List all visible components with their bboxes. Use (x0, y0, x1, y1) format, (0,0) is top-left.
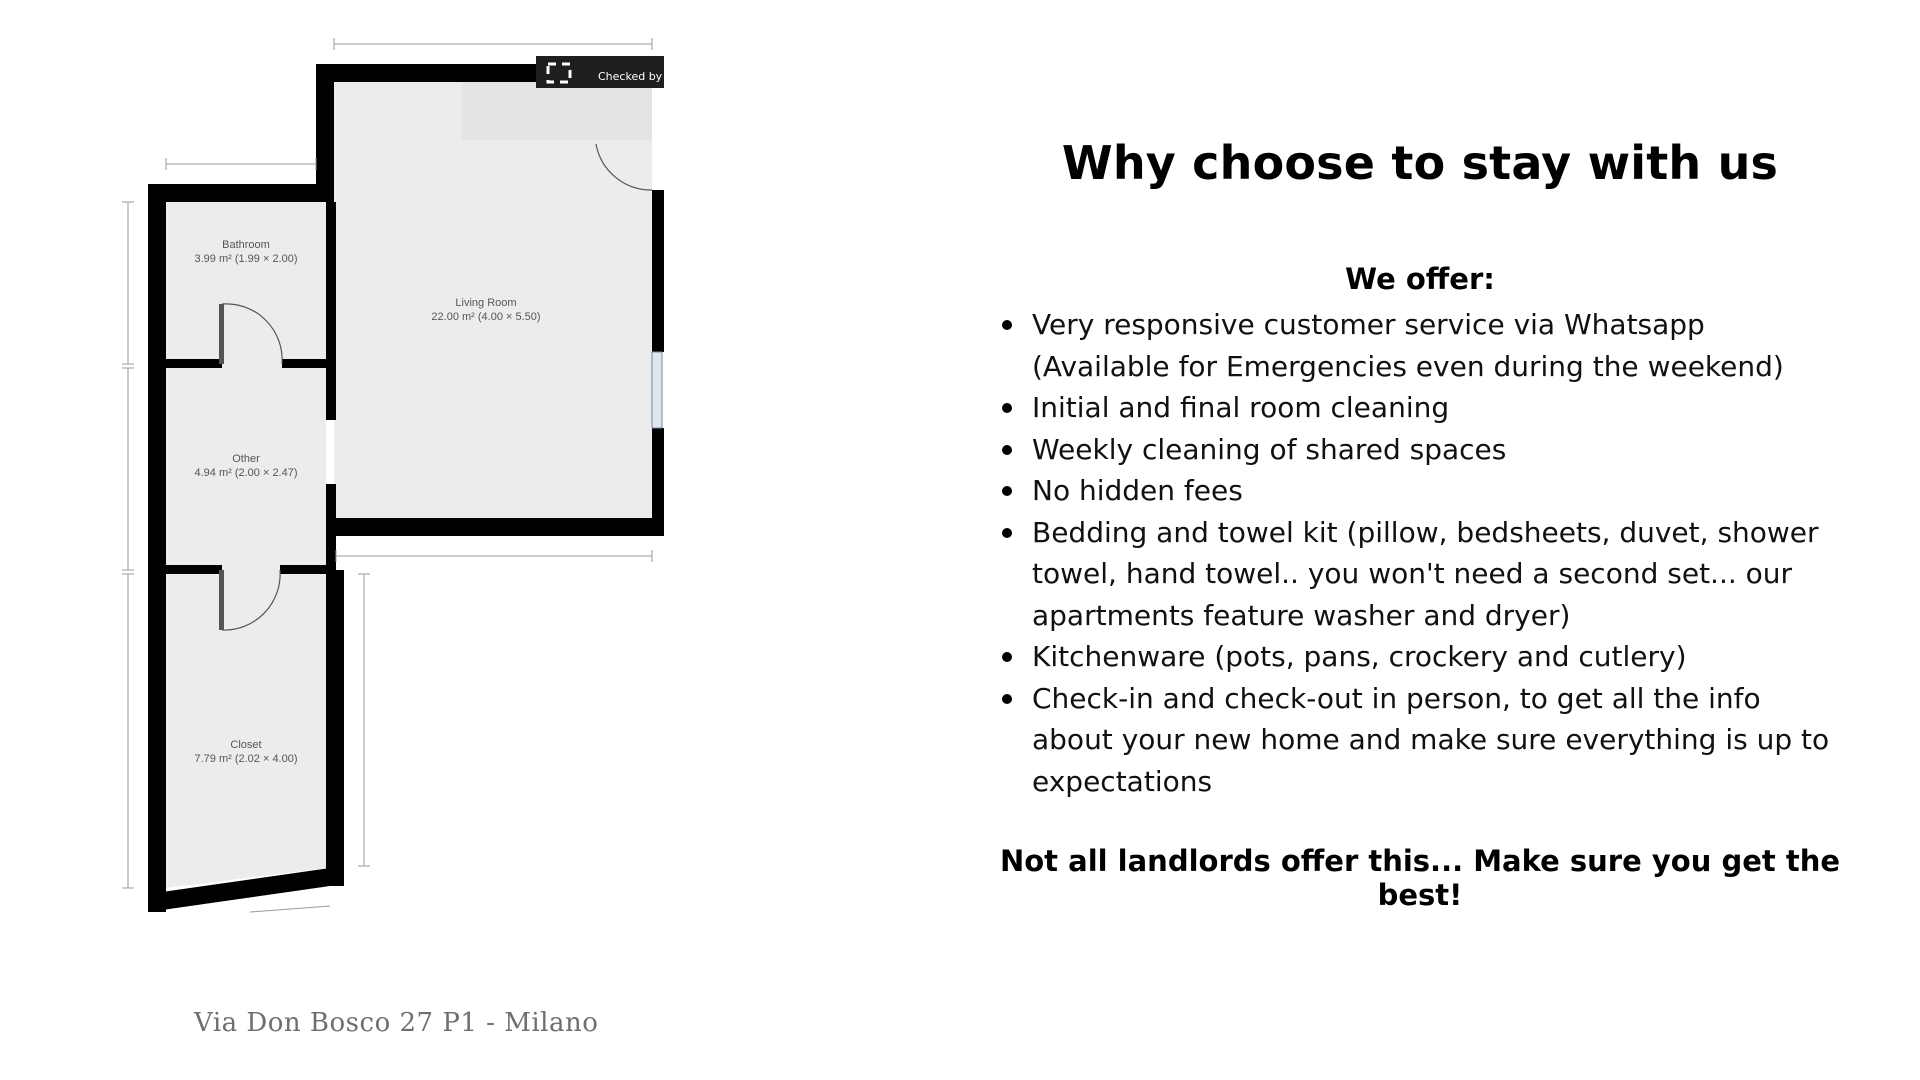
address-caption: Via Don Bosco 27 P1 - Milano (194, 1008, 599, 1038)
badge-overlay (462, 82, 652, 140)
offer-item-text: Check-in and check-out in person, to get all the info about your new home and make sure everything is up to expectations (1032, 681, 1830, 798)
room-name-other: Other (232, 453, 260, 465)
offer-item-text: Weekly cleaning of shared spaces (1032, 432, 1507, 466)
bullet-icon (1002, 320, 1012, 330)
offer-item (990, 387, 1850, 429)
bullet-icon (1002, 652, 1012, 662)
room-name-living-room: Living Room (455, 297, 517, 309)
room-area-living-room: 22.00 m² (4.00 × 5.50) (431, 311, 541, 323)
bullet-icon (1002, 445, 1012, 455)
bullet-icon (1002, 403, 1012, 413)
closet-floor (166, 570, 326, 888)
offer-item-text: Kitchenware (pots, pans, crockery and cutlery) (1032, 640, 1687, 673)
room-name-bathroom: Bathroom (222, 239, 270, 251)
offer-item (990, 470, 1850, 512)
window (652, 352, 662, 428)
bullet-icon (1002, 694, 1012, 704)
room-area-closet: 7.79 m² (2.02 × 4.00) (194, 753, 298, 765)
offer-item (990, 304, 1850, 387)
offer-item-text: Initial and final room cleaning (1032, 391, 1450, 424)
page-title: Why choose to stay with us (1061, 136, 1779, 190)
tagline: Not all landlords offer this... Make sure you get the best! (999, 844, 1841, 912)
bathroom-floor (166, 200, 326, 364)
offer-item (990, 678, 1850, 803)
room-area-other: 4.94 m² (2.00 × 2.47) (194, 467, 298, 479)
offer-panel (990, 136, 1850, 912)
floor-plan-drawing (0, 0, 720, 960)
bullet-icon (1002, 528, 1012, 538)
offer-item-text: Bedding and towel kit (pillow, bedsheets, duvet, shower towel, hand towel.. you won't need a second set... our apartments feature washer and dryer) (1032, 515, 1819, 632)
offer-subheading: We offer: (1345, 262, 1495, 296)
offer-item-text: No hidden fees (1032, 474, 1243, 507)
floor-plan (0, 0, 720, 960)
offer-item-text: Very responsive customer service via Whatsapp (Available for Emergencies even during the weekend) (1032, 308, 1784, 383)
room-name-closet: Closet (230, 739, 262, 751)
badge-text: Checked by (598, 70, 663, 83)
offer-item (990, 429, 1850, 471)
offer-item (990, 636, 1850, 678)
bullet-icon (1002, 486, 1012, 496)
offer-list (990, 304, 1850, 802)
offer-item (990, 512, 1850, 637)
room-area-bathroom: 3.99 m² (1.99 × 2.00) (194, 253, 298, 265)
